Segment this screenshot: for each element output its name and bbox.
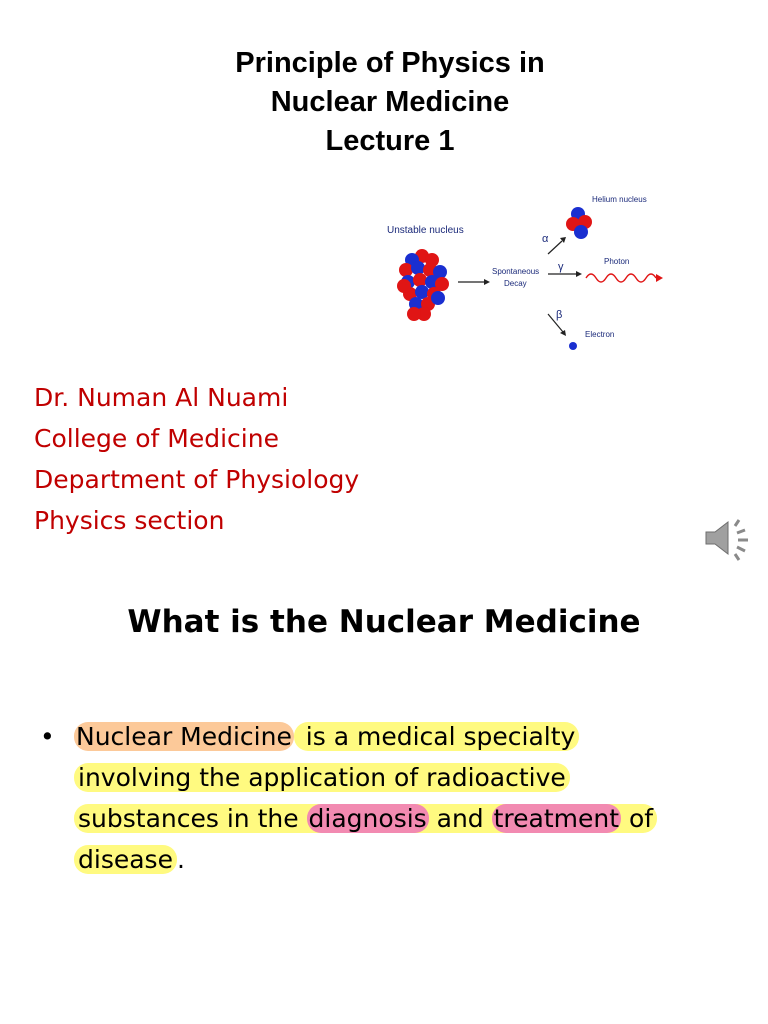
highlight-nuclear-medicine: Nuclear Medicine (76, 722, 292, 751)
author-college: College of Medicine (34, 424, 279, 453)
photon-wave-icon (586, 274, 656, 282)
section-heading: What is the Nuclear Medicine (127, 604, 641, 640)
proton-particle (407, 307, 421, 321)
beta-arrow-head (560, 330, 566, 336)
bullet-line-1 (74, 716, 754, 757)
highlight-line-3 (74, 804, 657, 833)
bullet-line-3 (74, 798, 754, 839)
photon-label: Photon (604, 257, 630, 266)
title-line-1: Principle of Physics in (235, 47, 545, 79)
highlight-line-4: disease (74, 845, 177, 874)
line-4-period: . (176, 845, 185, 874)
bullet-line-4 (74, 839, 754, 880)
highlight-line-1: is a medical specialty (294, 722, 579, 751)
author-name: Dr. Numan Al Nuami (34, 383, 289, 412)
photon-arrow-head (656, 274, 663, 282)
speaker-icon[interactable] (702, 514, 754, 562)
line-3-text-a: substances in the (78, 804, 307, 833)
author-department: Department of Physiology (34, 465, 360, 494)
decay-label-2: Decay (504, 279, 527, 288)
slide-title (0, 44, 768, 161)
title-line-2: Nuclear Medicine (270, 86, 510, 118)
proton-particle (397, 279, 411, 293)
highlight-line-2: involving the application of radioactive (74, 763, 570, 792)
line-3-text-b: and (428, 804, 492, 833)
electron-icon (569, 342, 577, 350)
neutron-particle (415, 285, 429, 299)
decay-label-1: Spontaneous (492, 267, 540, 276)
highlight-treatment: treatment (493, 804, 620, 833)
radioactive-decay-diagram (380, 186, 680, 356)
bullet-text (74, 716, 754, 880)
author-section: Physics section (34, 506, 225, 535)
electron-label: Electron (585, 330, 615, 339)
decay-arrow-head (484, 279, 490, 285)
beta-symbol: β (556, 309, 563, 321)
helium-nucleus-label: Helium nucleus (592, 195, 647, 204)
proton-particle (399, 263, 413, 277)
bullet-line-2 (74, 757, 754, 798)
author-block (34, 377, 359, 541)
unstable-nucleus-icon (397, 249, 449, 321)
neutron-particle (411, 261, 425, 275)
neutron-particle (431, 291, 445, 305)
gamma-symbol: γ (558, 261, 564, 273)
line-3-text-c: of (621, 804, 654, 833)
alpha-arrow (548, 241, 562, 254)
helium-nucleus-icon (566, 207, 592, 239)
gamma-arrow-head (576, 271, 582, 277)
alpha-symbol: α (542, 233, 549, 245)
highlight-diagnosis: diagnosis (308, 804, 427, 833)
proton-particle (413, 273, 427, 287)
bullet-dot: • (40, 722, 55, 751)
unstable-nucleus-label: Unstable nucleus (387, 225, 464, 236)
title-line-3: Lecture 1 (325, 125, 455, 157)
